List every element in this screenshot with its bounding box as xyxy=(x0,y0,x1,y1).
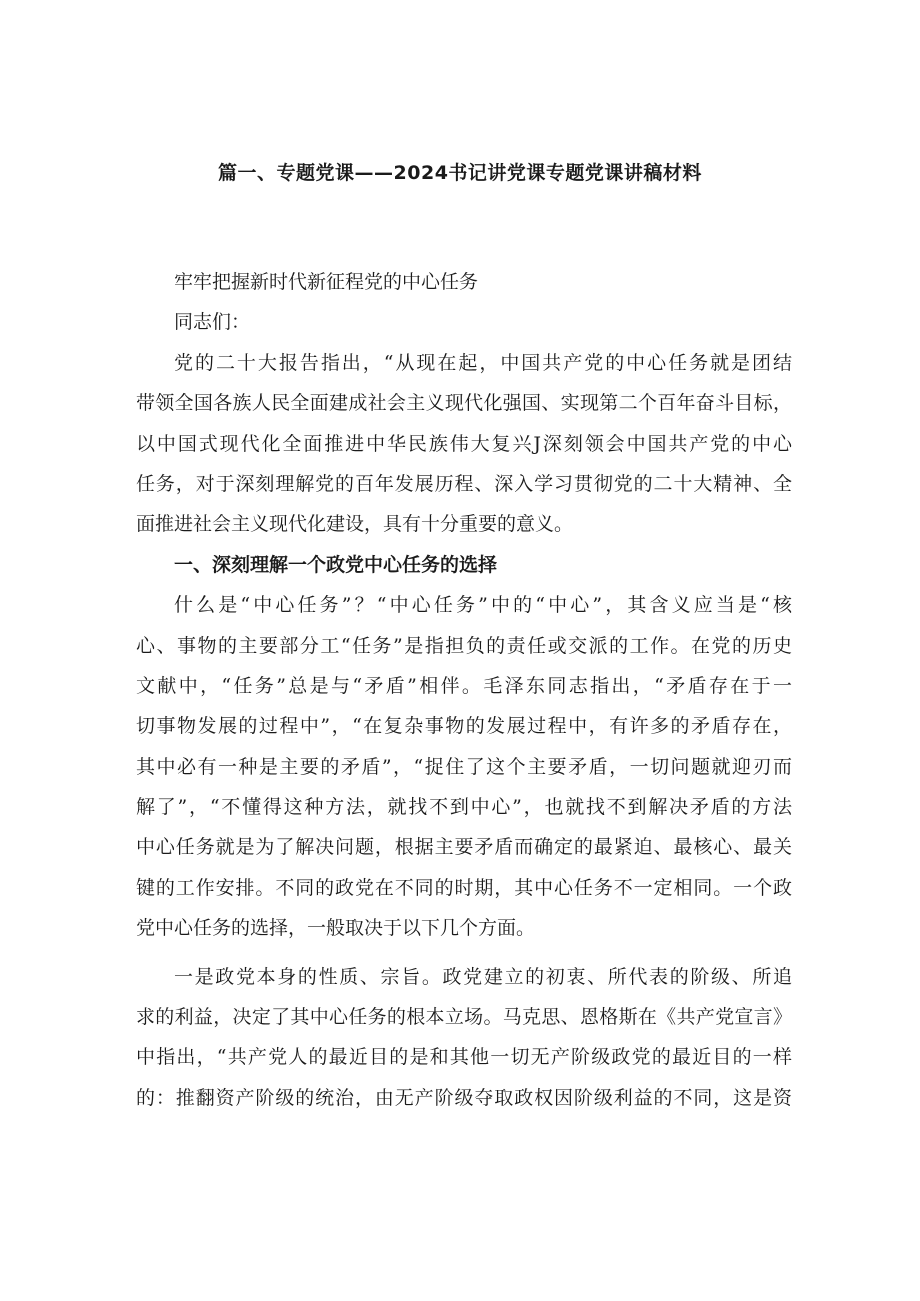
document-body xyxy=(136,262,792,1118)
paragraph-line: 心、事物的主要部分工“任务”是指担负的责任或交派的工作。在党的历史 xyxy=(136,634,792,657)
salutation: 同志们： xyxy=(174,311,251,334)
paragraph-line: 文献中，“任务”总是与“矛盾”相伴。毛泽东同志指出，“矛盾存在于一 xyxy=(136,674,792,697)
paragraph-line: 的：推翻资产阶级的统治，由无产阶级夺取政权因阶级利益的不同，这是资 xyxy=(136,1086,792,1109)
paragraph-line: 什么是“中心任务”？“中心任务”中的“中心”，其含义应当是“核 xyxy=(174,594,792,617)
paragraph-line: 任务，对于深刻理解党的百年发展历程、深入学习贯彻党的二十大精神、全 xyxy=(136,472,792,495)
paragraph-line: 带领全国各族人民全面建成社会主义现代化强国、实现第二个百年奋斗目标， xyxy=(136,392,792,415)
paragraph-line: 解了”，“不懂得这种方法，就找不到中心”，也就找不到解决矛盾的方法 xyxy=(136,796,792,819)
document-title: 篇一、专题党课——2024书记讲党课专题党课讲稿材料 xyxy=(218,162,702,184)
paragraph-line: 中心任务就是为了解决问题，根据主要矛盾而确定的最紧迫、最核心、最关 xyxy=(136,836,792,859)
paragraph-line: 以中国式现代化全面推进中华民族伟大复兴J深刻领会中国共产党的中心 xyxy=(136,432,792,455)
paragraph-line: 其中必有一种是主要的矛盾”，“捉住了这个主要矛盾，一切问题就迎刃而 xyxy=(136,755,792,778)
paragraph-line: 一是政党本身的性质、宗旨。政党建立的初衷、所代表的阶级、所追 xyxy=(174,965,792,988)
paragraph-line: 键的工作安排。不同的政党在不同的时期，其中心任务不一定相同。一个政 xyxy=(136,876,792,899)
paragraph-line: 切事物发展的过程中”，“在复杂事物的发展过程中，有许多的矛盾存在， xyxy=(136,715,792,738)
subtitle: 牢牢把握新时代新征程党的中心任务 xyxy=(174,271,479,293)
paragraph-line: 中指出，“共产党人的最近目的是和其他一切无产阶级政党的最近目的一样 xyxy=(136,1046,792,1069)
section-heading: 一、深刻理解一个政党中心任务的选择 xyxy=(174,553,498,576)
paragraph-line: 党中心任务的选择，一般取决于以下几个方面。 xyxy=(136,917,536,940)
paragraph-line: 求的利益，决定了其中心任务的根本立场。马克思、恩格斯在《共产党宣言》 xyxy=(136,1006,792,1029)
paragraph-line: 党的二十大报告指出，“从现在起，中国共产党的中心任务就是团结 xyxy=(174,351,792,374)
paragraph-line: 面推进社会主义现代化建设，具有十分重要的意义。 xyxy=(136,513,574,536)
